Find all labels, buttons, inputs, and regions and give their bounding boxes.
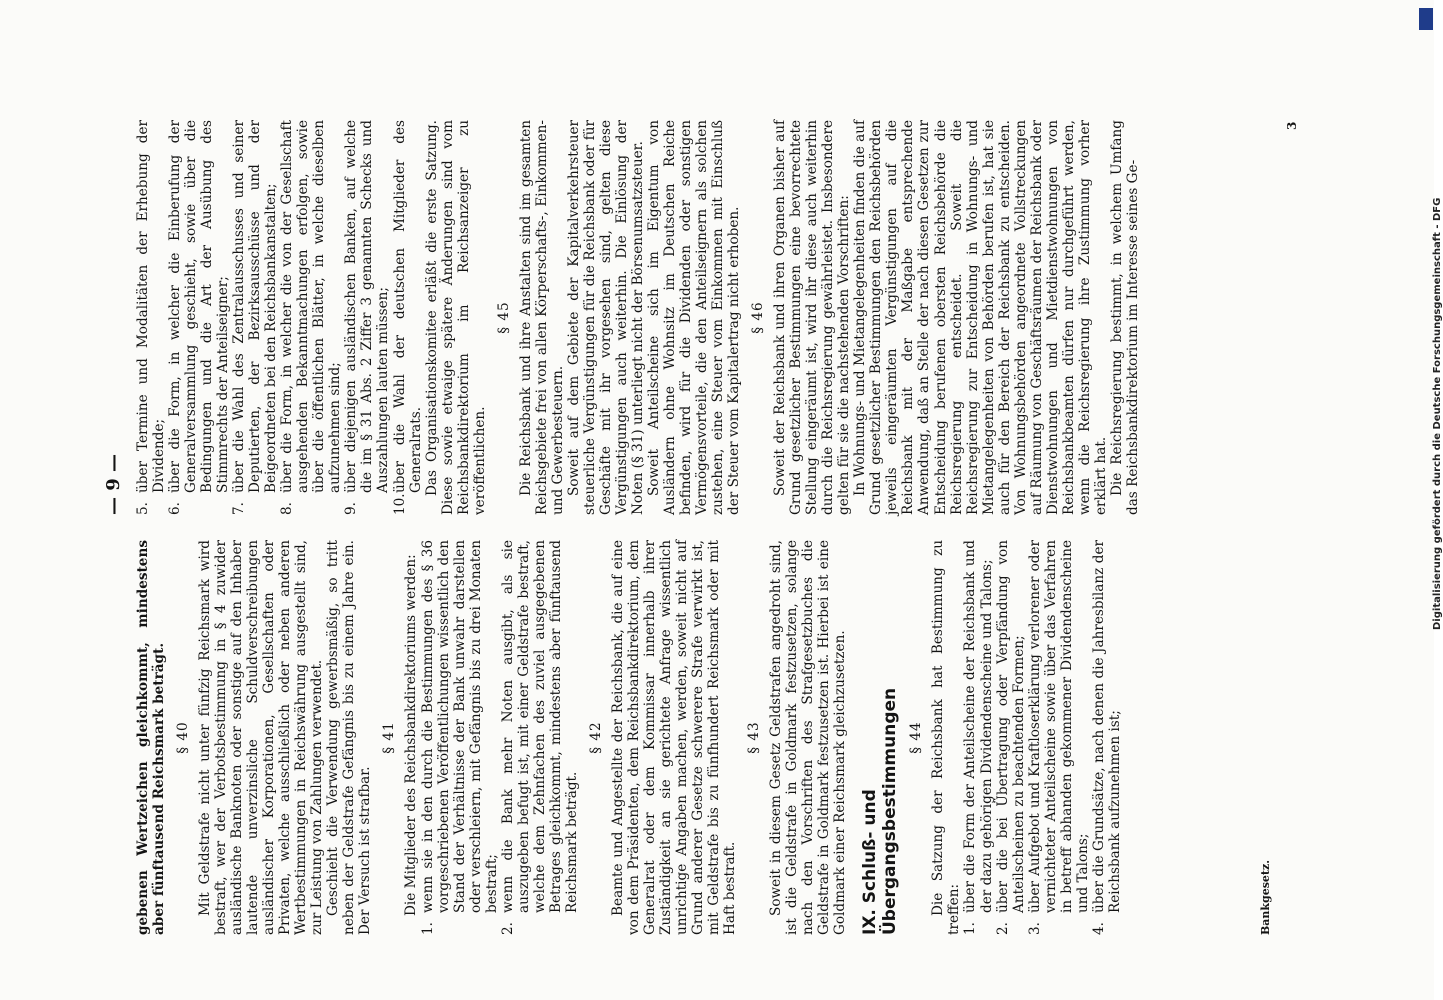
rotated-document-page — [103, 75, 1299, 935]
list-item-text: wenn sie in den durch die Bestimmungen des § 36 vorgeschriebenen Veröffentlichungen wissentlich den Stand der Verhältnisse der Bank unwahr darstellen oder verschleiern, mit Gefängnis bis zu drei Monaten bestraft; — [419, 540, 500, 913]
dfg-credit-text: Digitalisierung gefördert durch die Deutsche Forschungsgemeinschaft - DFG — [1432, 197, 1443, 630]
section-42-heading: § 42 — [587, 721, 604, 754]
section-43-heading: § 43 — [746, 721, 763, 754]
section-46-paragraph-1: Soweit der Reichsbank und ihren Organen bisher auf Grund gesetzlicher Bestimmungen eine bevorrechtete Stellung eingeräumt ist, wird ihr diese auch weiterhin durch die Reichsregierung gewährleistet. Insbesondere gelten für sie die nachstehenden Vorschriften: — [772, 120, 853, 515]
section-42-paragraph-1: Beamte und Angestellte der Reichsbank, die auf eine von dem Präsidenten, dem Reichsbankdirektorium, dem Generalrat oder dem Kommissar innerhalb ihrer Zuständigkeit an sie gerichtete Anfrage wissentlich unrichtige Angaben machen, werden, soweit nicht auf Grund anderer Gesetze schwerere Strafe verwirkt ist, mit Geldstrafe bis zu fünfhundert Reichsmark oder mit Haft bestraft. — [609, 540, 739, 935]
section-40-heading: § 40 — [175, 721, 192, 754]
section-44-closing-paragraph: Das Organisationskomitee erläßt die erste Satzung. Diese sowie etwaige spätere Änderungen sind vom Reichsbankdirektorium im Reichsanzeiger zu veröffentlichen. — [423, 120, 488, 515]
list-item-text: wenn die Bank mehr Noten ausgibt, als sie auszugeben befugt ist, mit einer Geldstrafe bestraft, welche dem Zehnfachen des zuviel ausgegebenen Betrages gleichkommt, mindestens aber fünftausend Reichsmark beträgt. — [499, 540, 580, 913]
list-item-text: über die Form, in welcher die Einberufung der Generalversammlung geschieht, sowie über die Bedingungen und die Art der Ausübung des Stimmrechts der Anteilseigner; — [167, 120, 232, 493]
list-item-text: über die Grundsätze, nach denen die Jahresbilanz der Reichsbank aufzunehmen ist; — [1090, 540, 1123, 913]
list-item-text: über die Form, in welcher die von der Gesellschaft ausgehenden Bekanntmachungen erfolgen, sowie über die öffentlichen Blätter, in welche dieselben aufzunehmen sind; — [279, 120, 344, 493]
page-number: — 9 — — [103, 453, 124, 515]
list-item-number: 4. — [1090, 922, 1107, 935]
list-item-text: über die bei Übertragung oder Verpfändung von Anteilscheinen zu beachtenden Formen; — [994, 540, 1027, 913]
list-item — [1027, 540, 1091, 935]
list-item-text: über diejenigen ausländischen Banken, auf welche die im § 31 Abs. 2 Ziffer 3 genannten Schecks und Auszahlungen lauten müssen; — [343, 120, 392, 493]
list-item-text: über die Wahl der deutschen Mitglieder des Generalrats. — [391, 120, 424, 493]
list-item-number: 1. — [419, 922, 436, 935]
list-item-number: 5. — [135, 502, 151, 515]
list-item-number: 1. — [962, 922, 979, 935]
section-45-heading: § 45 — [495, 301, 512, 334]
left-column — [135, 540, 1123, 935]
list-item-number: 9. — [343, 502, 360, 515]
section-43-paragraph-1: Soweit in diesem Gesetz Geldstrafen angedroht sind, ist die Geldstrafe in Goldmark festzusetzen, solange nach den Vorschriften des Strafgesetzbuches die Geldstrafe in Goldmark festzusetzen ist. Hierbei ist eine Goldmark einer Reichsmark gleichzusetzen. — [768, 540, 849, 935]
list-item-number: 2. — [499, 922, 516, 935]
list-item-number: 2. — [994, 922, 1011, 935]
signature-mark: Bankgesetz. — [1259, 859, 1272, 935]
list-item — [279, 120, 343, 515]
list-item — [343, 120, 391, 515]
list-item — [995, 540, 1027, 935]
list-item-text: über die Form der Anteilscheine der Reichsbank und der dazu gehörigen Dividendenscheine und Talons; — [962, 540, 995, 913]
section-41-intro: Die Mitglieder des Reichsbankdirektoriums werden: — [403, 554, 420, 916]
list-item — [420, 540, 500, 935]
intro-paragraph: gebenen Wertzeichen gleichkommt, mindestens aber fünftausend Reichsmark beträgt. — [135, 540, 168, 935]
list-item-number: 6. — [167, 502, 184, 515]
section-44-intro: Die Satzung der Reichsbank hat Bestimmung zu treffen: — [930, 540, 963, 935]
section-41-heading: § 41 — [381, 721, 398, 754]
margin-credit-strip — [1418, 10, 1443, 630]
section-45-paragraph-3: Soweit Anteilscheine sich im Eigentum von Ausländern ohne Wohnsitz im Deutschen Reiche befinden, wird für die Dividenden oder sonstigen Vermögensvorteile, die den Anteilseignern als solchen zustehen, eine Steuer vom Einkommen mit Einschluß der Steuer vom Kapitalertrag nicht erhoben. — [645, 120, 743, 515]
list-item — [231, 120, 279, 515]
right-column — [135, 120, 1141, 515]
list-item-number: 10. — [391, 493, 408, 515]
list-item — [962, 540, 994, 935]
section-44-list — [962, 540, 1122, 935]
list-item — [500, 540, 580, 935]
list-item-number: 3. — [1026, 922, 1043, 935]
list-item-number: 8. — [279, 502, 296, 515]
section-45-paragraph-1: Die Reichsbank und ihre Anstalten sind im gesamten Reichsgebiete frei von allen Körperschafts-, Einkommen- und Gewerbesteuern. — [517, 120, 566, 515]
section-41-list — [420, 540, 580, 935]
list-item-text: über Aufgebot und Kraftloserklärung verlorener oder vernichteter Anteilscheine sowie über das Verfahren in betreff abhanden gekommener Dividendenscheine und Talons; — [1026, 540, 1091, 913]
list-item — [392, 120, 424, 515]
section-46-heading: § 46 — [750, 301, 767, 334]
section-46-paragraph-2: In Wohnungs- und Mietangelegenheiten finden die auf Grund gesetzlicher Bestimmungen den Reichsbehörden jeweils eingeräumten Vergünstigungen auf die Reichsbank mit der Maßgabe entsprechende Anwendung, daß an Stelle der nach diesen Gesetzen zur Entscheidung berufenen obersten Reichsbehörde die Reichsregierung entscheidet. Soweit die Reichsregierung zur Entscheidung in Wohnungs- und Mietangelegenheiten von Behörden berufen ist, hat sie auch für den Bereich der Reichsbank zu entscheiden. Von Wohnungsbehörden angeordnete Vollstreckungen auf Räumung von Geschäftsräumen der Reichsbank oder Dienstwohnungen und Mietdienstwohnungen von Reichsbankbeamten dürfen nur durchgeführt werden, wenn die Reichsregierung ihre Zustimmung vorher erklärt hat. — [852, 120, 1109, 515]
list-item-text: über Termine und Modalitäten der Erhebung der Dividende; — [135, 120, 168, 493]
list-item-number: 7. — [231, 502, 248, 515]
list-item-text: über die Wahl des Zentralausschusses und seiner Deputierten, der Bezirksausschüsse und der Beigeordneten bei den Reichsbankanstalten; — [231, 120, 280, 493]
section-44-heading: § 44 — [908, 721, 925, 754]
list-item — [135, 120, 167, 515]
section-40-paragraph-2: Geschieht die Verwendung gewerbsmäßig, so tritt neben der Geldstrafe Gefängnis bis zu einem Jahre ein. Der Versuch ist strafbar. — [325, 540, 374, 935]
section-44-list-continued — [135, 120, 424, 515]
sheet-number: 3 — [1285, 121, 1299, 130]
list-item — [167, 120, 231, 515]
chapter-heading: IX. Schluß- und Übergangsbestimmungen — [860, 687, 901, 935]
section-45-paragraph-2: Soweit auf dem Gebiete der Kapitalverkehrsteuer steuerliche Vergünstigungen für die Reichsbank oder für Geschäfte mit ihr vorgesehen sind, gelten diese Vergünstigungen auch weiterhin. Die Einlösung der Noten (§ 31) unterliegt nicht der Börsenumsatzsteuer. — [565, 120, 646, 515]
section-46-paragraph-3: Die Reichsregierung bestimmt, in welchem Umfang das Reichsbankdirektorium im Interesse seines Ge- — [1108, 120, 1141, 515]
section-40-paragraph-1: Mit Geldstrafe nicht unter fünfzig Reichsmark wird bestraft, wer der Verbotsbestimmung in § 4 zuwider ausländische Banknoten oder sonstige auf den Inhaber lautende unverzinsliche Schuldverschreibungen ausländischer Korporationen, Gesellschaften oder Privaten, welche ausschließlich oder neben anderen Wertbestimmungen in Reichswährung ausgestellt sind, zur Leistung von Zahlungen verwendet. — [197, 540, 326, 935]
list-item — [1091, 540, 1123, 935]
